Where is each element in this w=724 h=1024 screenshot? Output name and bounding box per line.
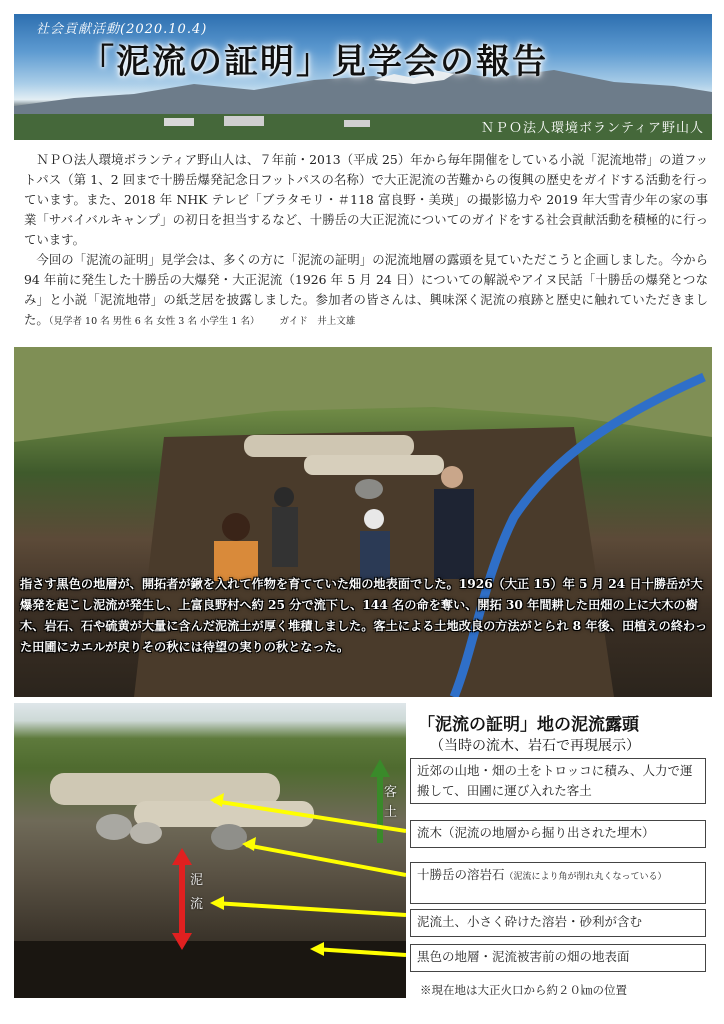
participants-count: （見学者 10 名 男性 6 名 女性 3 名 小学生 1 名） [48, 316, 255, 327]
outcrop-diagram [14, 703, 406, 998]
intro-text [24, 150, 708, 332]
organization-name: ＮＰＯ法人環境ボランティア野山人 [481, 121, 704, 136]
intro-paragraph-2-text: 今回の「泥流の証明」見学会は、多くの方に「泥流の証明」の泥流地層の露頭を見ていただこうと企画しました。今から 94 年前に発生した十勝岳の大爆発・大正泥流（1926 年 5 月 24 日）についての解説やアイヌ民話「十勝岳の爆発とつなみ」と小説「泥流地帯」の紙芝居を披露しました。参加者の皆さんは、興味深く泥流の痕跡と歴史に触れていただきました。 [24, 252, 708, 327]
guide-name: ガイド 井上文雄 [279, 316, 356, 327]
driftwood-log-1 [50, 773, 280, 805]
label-topsoil: 近郊の山地・畑の土をトロッコに積み、人力で運搬して、田圃に運び入れた客土 [410, 758, 706, 804]
pointer-arrow-3 [210, 896, 406, 915]
intro-paragraph-1: ＮＰＯ法人環境ボランティア野山人は、７年前・2013（平成 25）年から毎年開催をしている小説「泥流地帯」の道フットパス（第 1、2 回まで十勝岳爆発記念日フットパスの名称）で大正泥流の苦難からの復興の歴史をガイドする活動を行っています。また、2018 年 NHK テレビ「ブラタモリ・＃118 富良野・美瑛」の撮影協力や 2019 年大雪青少年の家の事業「サバイバルキャンプ」の初日を担当するなど、十勝岳の大正泥流についてのガイドをする社会貢献活動を積極的に行っています。 [24, 152, 708, 247]
excavation-photo [14, 347, 712, 697]
label-driftwood: 流木（泥流の地層から掘り出された埋木） [410, 820, 706, 848]
outcrop-title: 「泥流の証明」地の泥流露頭 [418, 715, 639, 735]
page-title: 「泥流の証明」見学会の報告 [80, 42, 548, 82]
label-lava-rock-note: （泥流により角が削れ丸くなっている） [504, 872, 667, 882]
label-lava-rock [410, 862, 706, 904]
intro-paragraph-2 [24, 250, 708, 332]
excavation-caption: 指さす黒色の地層が、開拓者が鍬を入れて作物を育てていた畑の地表面でした。1926（大正 15）年 5 月 24 日十勝岳が大爆発を起こし泥流が発生し、上富良野村へ約 25 分で流下し、144 名の命を奪い、開拓 30 年間耕した田畑の上に大木の樹木、岩石、石や硫黄が大量に含んだ泥流土が厚く堆積しました。客土による土地改良の方法がとられ 8 年後、田植えの終わった田圃にカエルが戻りその秋には待望の実りの秋となった。 [20, 577, 708, 654]
banner [14, 14, 712, 140]
mudflow-arrow-label: 泥流 [190, 873, 204, 912]
lava-rock [211, 824, 247, 850]
rock-2 [130, 822, 162, 844]
label-lava-rock-main: 十勝岳の溶岩石 [417, 867, 505, 882]
location-note: ※現在地は大正火口から約２０㎞の位置 [420, 983, 627, 997]
outcrop-subtitle: （当時の流木、岩石で再現展示） [430, 738, 640, 754]
topsoil-arrow-label: 客土 [384, 785, 398, 820]
banner-subtitle: 社会貢献活動(2020.10.4) [36, 22, 208, 37]
rock-1 [96, 814, 132, 840]
mudflow-arrow [172, 848, 192, 950]
outcrop-photo [14, 703, 406, 998]
label-black-layer: 黒色の地層・泥流被害前の畑の地表面 [410, 944, 706, 972]
label-mudflow-soil: 泥流土、小さく砕けた溶岩・砂利が含む [410, 909, 706, 937]
